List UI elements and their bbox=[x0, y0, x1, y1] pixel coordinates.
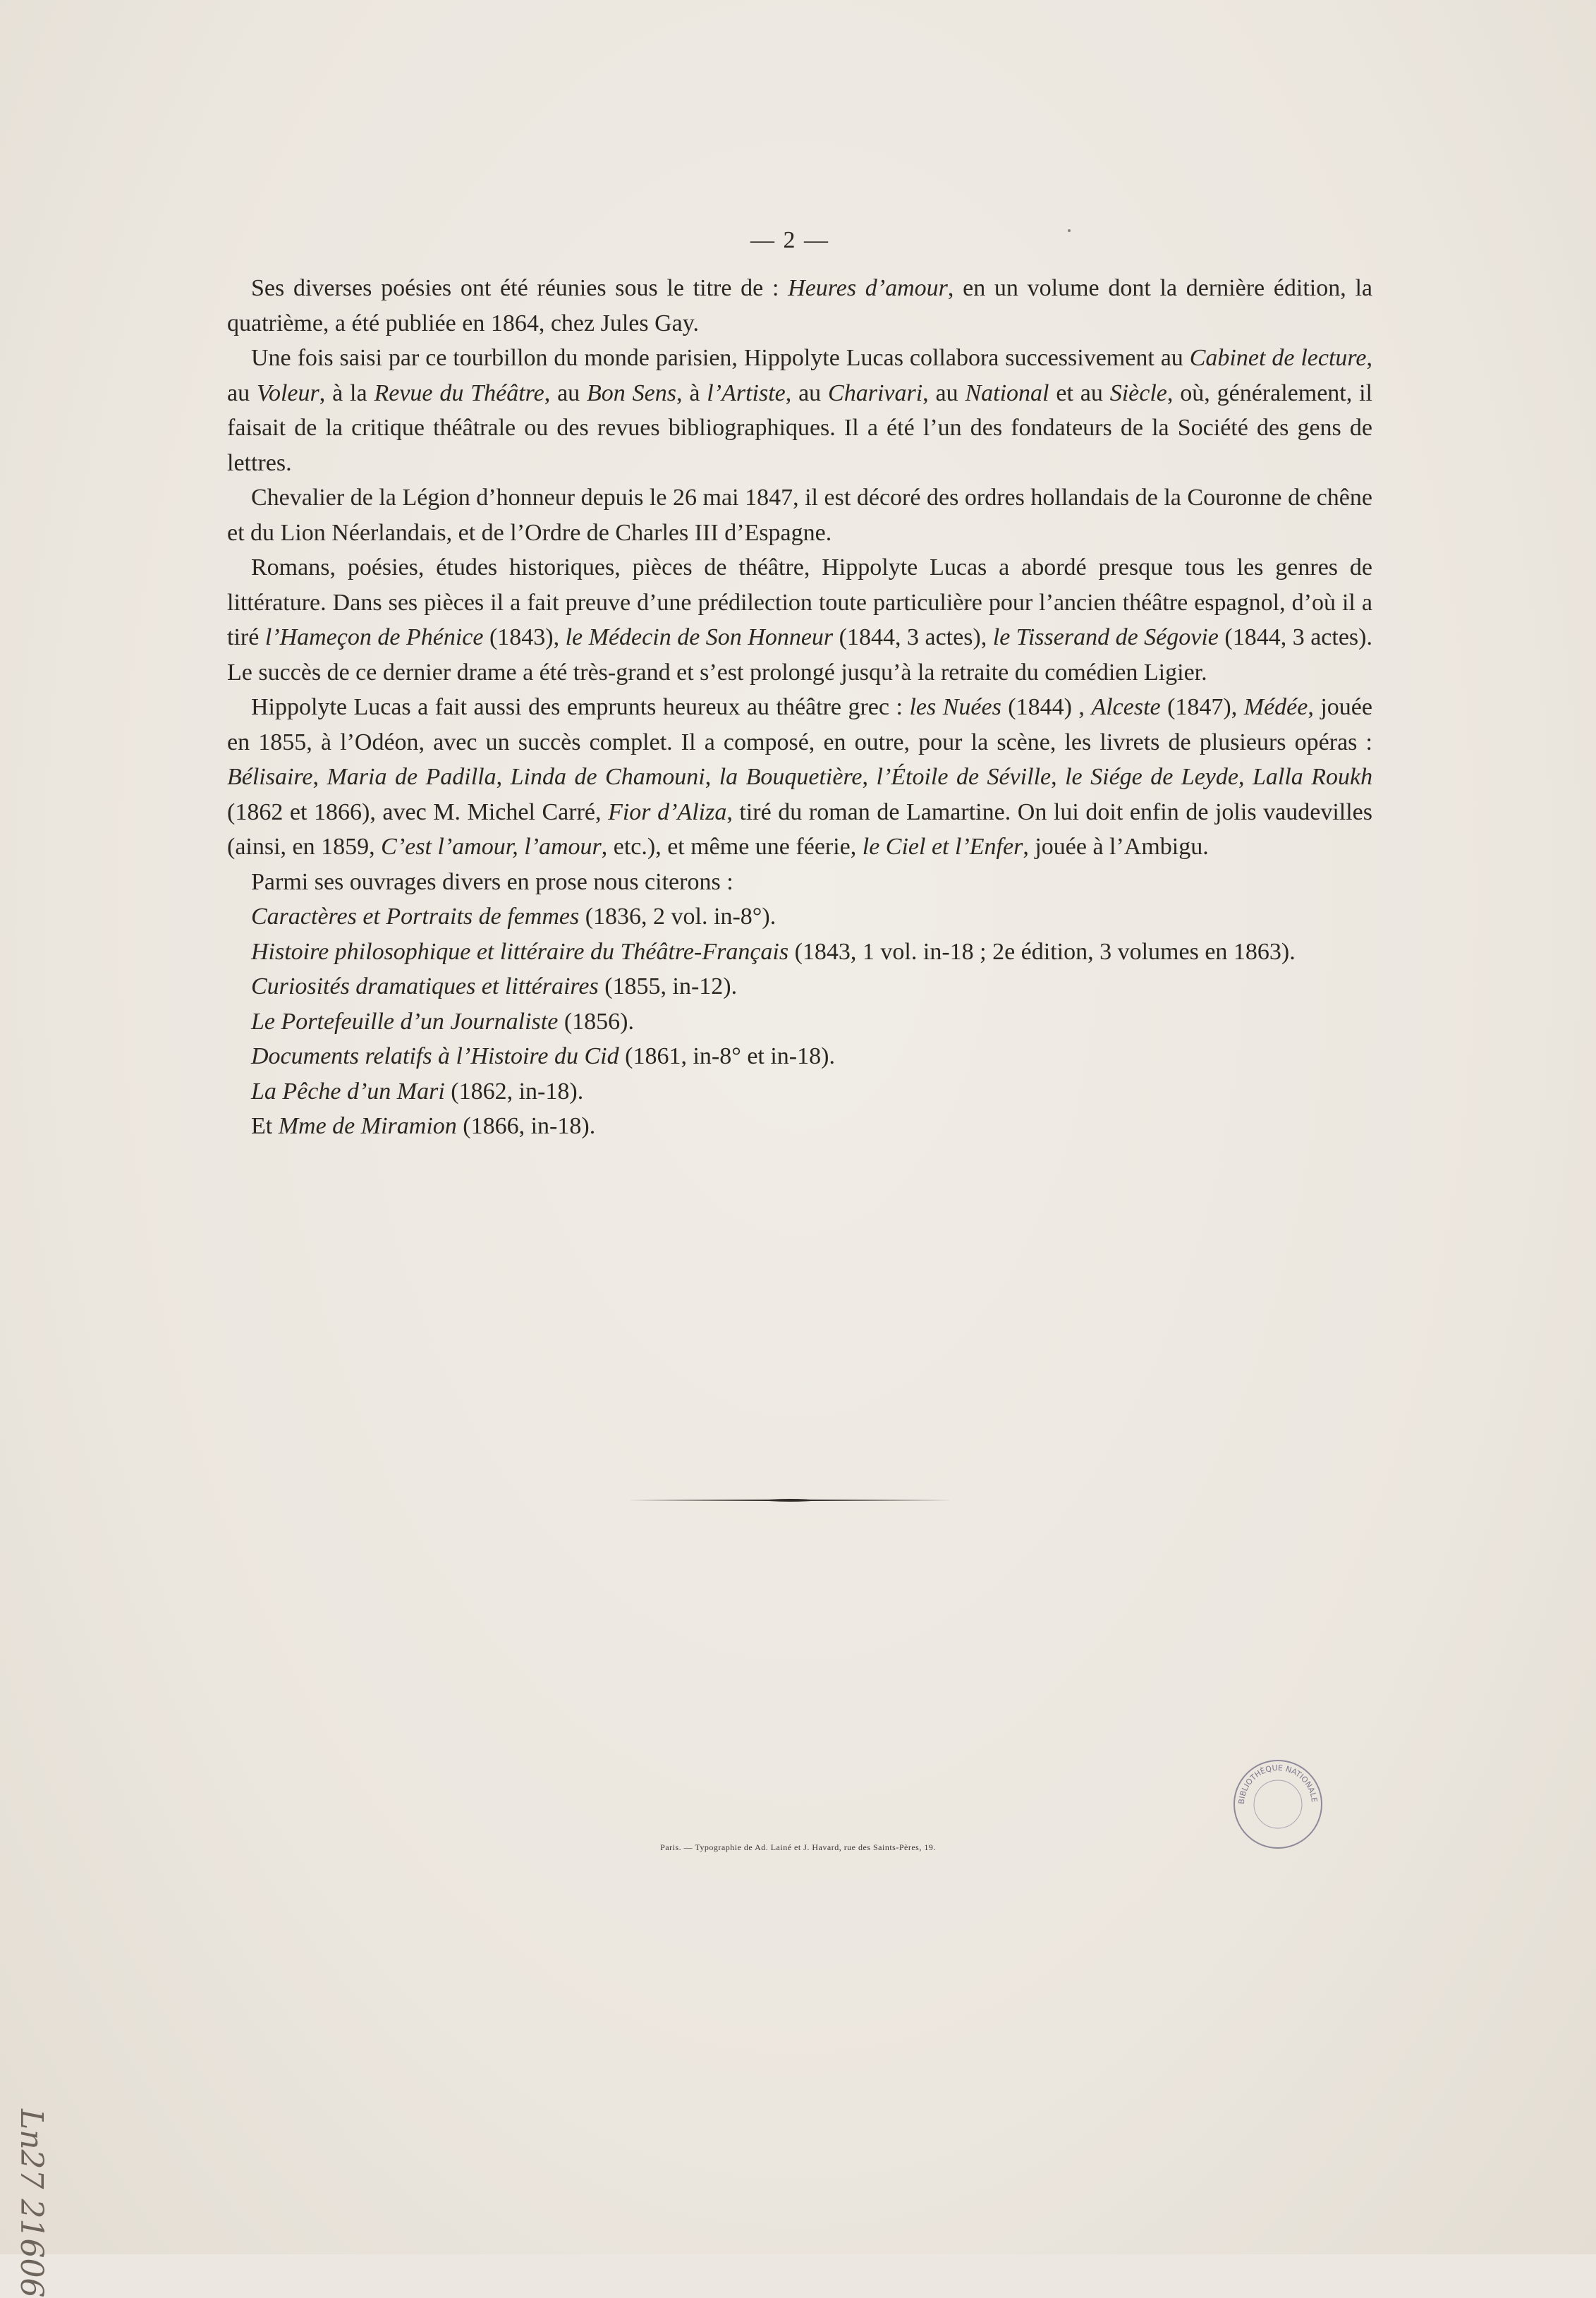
italic-title: La Pêche d’un Mari bbox=[251, 1078, 445, 1105]
paragraph-ouvrages-intro bbox=[227, 865, 1372, 900]
list-item bbox=[227, 1109, 1372, 1144]
text-run: , bbox=[1238, 764, 1253, 790]
text-run: Ses diverses poésies ont été réunies sous le titre de : bbox=[251, 275, 788, 301]
text-run: , bbox=[312, 764, 327, 790]
italic-title: Siècle bbox=[1109, 379, 1167, 406]
text-run: (1836, 2 vol. in-8°). bbox=[579, 904, 776, 930]
text-run: , bbox=[705, 764, 719, 790]
text-run: Parmi ses ouvrages divers en prose nous citerons : bbox=[251, 868, 733, 895]
italic-title: Fior d’Aliza bbox=[608, 798, 727, 825]
italic-title: l’Étoile de Séville bbox=[876, 764, 1052, 790]
body-text bbox=[227, 271, 1372, 1144]
paragraph-collaborations bbox=[227, 341, 1372, 480]
paragraph-theatre-espagnol bbox=[227, 550, 1372, 690]
text-run: , jouée en 1855, à l’Odéon, avec un succès complet. Il a composé, en outre, pour la scène, les livrets de plusieurs opéras : bbox=[227, 694, 1372, 755]
text-run: Et bbox=[251, 1113, 279, 1139]
text-run: et au bbox=[1049, 379, 1110, 406]
paragraph-heures-damour bbox=[227, 271, 1372, 341]
text-run: (1844, 3 actes), bbox=[833, 624, 993, 650]
list-item bbox=[227, 935, 1372, 970]
italic-title: C’est l’amour, l’amour bbox=[381, 834, 602, 860]
page-number: — 2 — bbox=[750, 227, 829, 253]
text-run: , tiré du roman de Lamartine. On lui doit enfin de jolis vaudevilles (ainsi, en 1859, bbox=[227, 798, 1372, 860]
text-run: , au bbox=[922, 379, 965, 406]
paragraph-theatre-grec bbox=[227, 690, 1372, 865]
stamp-text: BIBLIOTHÈQUE NATIONALE bbox=[1236, 1763, 1319, 1805]
italic-title: Documents relatifs à l’Histoire du Cid bbox=[251, 1043, 619, 1069]
italic-title: le Médecin de Son Honneur bbox=[565, 624, 834, 650]
text-run: (1847), bbox=[1160, 694, 1244, 720]
italic-title: le Ciel et l’Enfer bbox=[862, 834, 1023, 860]
italic-title: National bbox=[965, 379, 1049, 406]
italic-title: Bélisaire bbox=[227, 764, 313, 790]
text-run: , bbox=[1051, 764, 1066, 790]
list-item bbox=[227, 969, 1372, 1004]
library-stamp bbox=[1229, 1755, 1327, 1854]
text-run: , à bbox=[676, 379, 707, 406]
text-run: (1844) , bbox=[1001, 694, 1092, 720]
italic-title: les Nuées bbox=[909, 694, 1001, 720]
text-run: , au bbox=[544, 379, 587, 406]
text-run: (1844, 3 actes). Le succès de ce dernier drame a été très-grand et s’est prolongé jusqu’à la retraite du comédien Ligier. bbox=[227, 624, 1372, 686]
speck bbox=[1068, 229, 1071, 232]
text-run: , où, généralement, il faisait de la critique théâtrale ou des revues bibliographiques. Il a été l’un des fondateurs de la Société des gens de lettres. bbox=[227, 379, 1372, 476]
text-run: , au bbox=[785, 379, 829, 406]
text-run: Romans, poésies, études historiques, pièces de théâtre, Hippolyte Lucas a abordé presque tous les genres de littérature. Dans ses pièces il a fait preuve d’une prédilection toute particulière pour l’ancien théâtre espagnol, d’où il a tiré bbox=[227, 554, 1372, 650]
text-run: Chevalier de la Légion d’honneur depuis le 26 mai 1847, il est décoré des ordres hollandais de la Couronne de chêne et du Lion Néerlandais, et de l’Ordre de Charles III d’Espagne. bbox=[227, 485, 1372, 546]
text-run: , jouée à l’Ambigu. bbox=[1023, 834, 1209, 860]
text-run: , etc.), et même une féerie, bbox=[601, 834, 863, 860]
text-run: , au bbox=[227, 345, 1372, 406]
italic-title: l’Hameçon de Phénice bbox=[264, 624, 484, 650]
italic-title: Heures d’amour bbox=[788, 275, 948, 301]
italic-title: Bon Sens bbox=[587, 379, 676, 406]
italic-title: Le Portefeuille d’un Journaliste bbox=[251, 1008, 559, 1035]
text-run: (1843, 1 vol. in-18 ; 2e édition, 3 volumes en 1863). bbox=[788, 938, 1296, 965]
italic-title: Charivari bbox=[828, 379, 923, 406]
italic-title: Linda de Chamouni bbox=[510, 764, 705, 790]
text-run: , bbox=[496, 764, 511, 790]
list-item bbox=[227, 1074, 1372, 1110]
italic-title: Histoire philosophique et littéraire du Théâtre-Français bbox=[251, 938, 789, 965]
italic-title: la Bouquetière bbox=[719, 764, 863, 790]
text-run: (1855, in-12). bbox=[598, 973, 738, 999]
text-run: (1843), bbox=[483, 624, 566, 650]
italic-title: Maria de Padilla bbox=[327, 764, 497, 790]
italic-title: Caractères et Portraits de femmes bbox=[251, 904, 580, 930]
text-run: (1862, in-18). bbox=[444, 1078, 584, 1105]
text-run: (1866, in-18). bbox=[456, 1113, 596, 1139]
italic-title: Lalla Roukh bbox=[1252, 764, 1373, 790]
italic-title: Médée bbox=[1243, 694, 1308, 720]
italic-title: l’Artiste bbox=[707, 379, 786, 406]
text-run: (1856). bbox=[558, 1008, 634, 1035]
shelfmark-text: Ln27 21606 bbox=[13, 2109, 49, 2298]
list-item bbox=[227, 899, 1372, 935]
text-run: , à la bbox=[319, 379, 374, 406]
text-run: Une fois saisi par ce tourbillon du monde parisien, Hippolyte Lucas collabora successivement au bbox=[251, 345, 1190, 371]
list-item bbox=[227, 1004, 1372, 1040]
ornamental-rule bbox=[628, 1498, 952, 1502]
svg-text:BIBLIOTHÈQUE NATIONALE bbox=[1237, 1763, 1319, 1804]
italic-title: le Tisserand de Ségovie bbox=[992, 624, 1219, 650]
italic-title: Curiosités dramatiques et littéraires bbox=[251, 973, 599, 999]
paragraph-decorations bbox=[227, 480, 1372, 550]
text-run: Hippolyte Lucas a fait aussi des emprunts heureux au théâtre grec : bbox=[251, 694, 910, 720]
italic-title: Voleur bbox=[256, 379, 319, 406]
text-run: , bbox=[862, 764, 877, 790]
printer-imprint: Paris. — Typographie de Ad. Lainé et J. Havard, rue des Saints-Pères, 19. bbox=[660, 1842, 936, 1852]
italic-title: Alceste bbox=[1091, 694, 1161, 720]
italic-title: Cabinet de lecture bbox=[1189, 345, 1367, 371]
italic-title: Mme de Miramion bbox=[278, 1113, 457, 1139]
text-run: (1861, in-8° et in-18). bbox=[619, 1043, 835, 1069]
italic-title: Revue du Théâtre bbox=[374, 379, 544, 406]
list-item bbox=[227, 1039, 1372, 1074]
text-run: (1862 et 1866), avec M. Michel Carré, bbox=[227, 798, 609, 825]
italic-title: le Siége de Leyde bbox=[1065, 764, 1238, 790]
text-run: , en un volume dont la dernière édition, la quatrième, a été publiée en 1864, chez Jules Gay. bbox=[227, 275, 1373, 336]
